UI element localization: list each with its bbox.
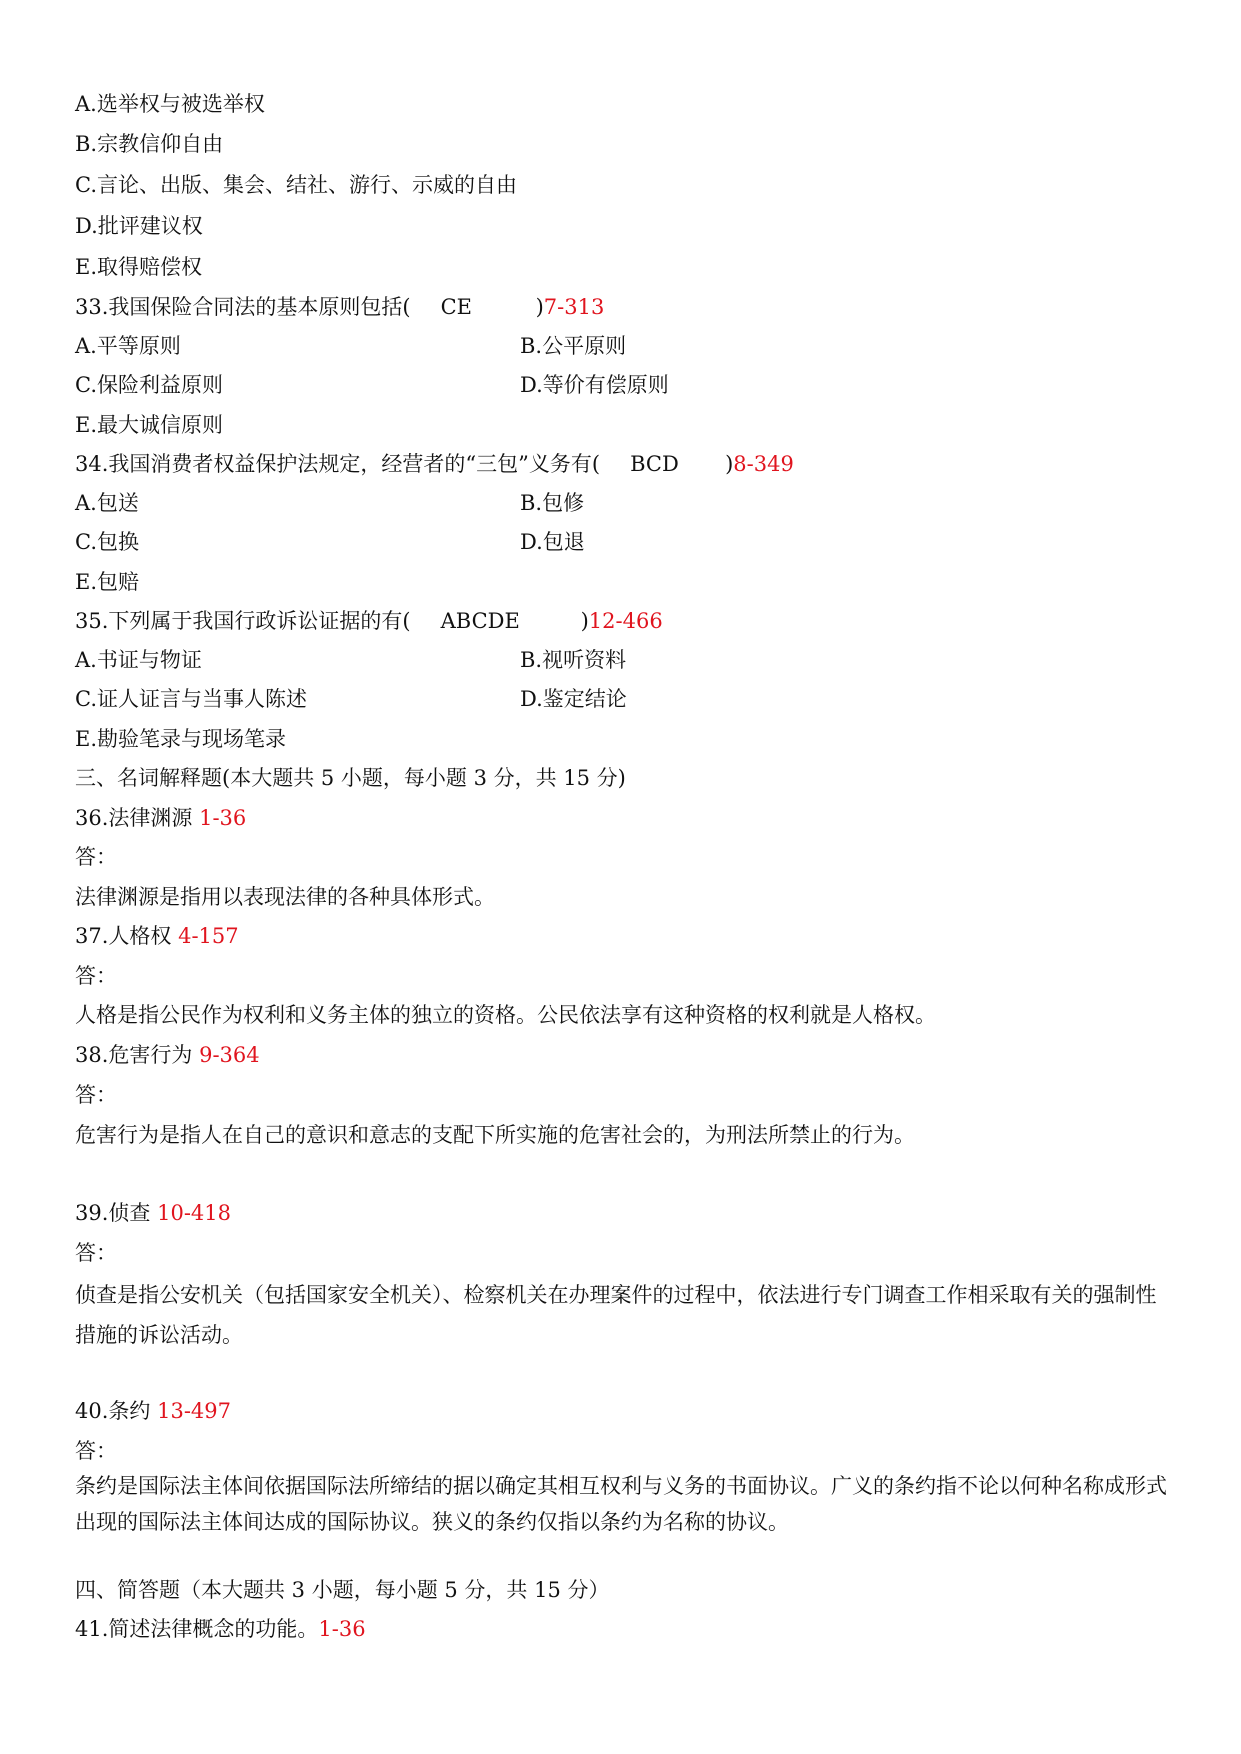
q37-answer: 人格是指公民作为权利和义务主体的独立的资格。公民依法享有这种资格的权利就是人格权。 bbox=[75, 1003, 936, 1027]
q36-answer: 法律渊源是指用以表现法律的各种具体形式。 bbox=[75, 885, 495, 909]
q41-heading bbox=[75, 1615, 366, 1643]
q41-stem: 41.简述法律概念的功能。 bbox=[75, 1617, 319, 1641]
section3-title: 三、名词解释题(本大题共 5 小题，每小题 3 分，共 15 分) bbox=[75, 766, 626, 790]
q38-heading bbox=[75, 1041, 260, 1069]
q33-close: ) bbox=[535, 295, 544, 319]
q40-answer-label: 答： bbox=[75, 1439, 117, 1463]
q39-answer: 侦查是指公安机关（包括国家安全机关）、检察机关在办理案件的过程中，依法进行专门调查工作相采取有关的强制性措施的诉讼活动。 bbox=[75, 1283, 1157, 1347]
q35-option-a: A.书证与物证 bbox=[75, 648, 202, 672]
q40-reference: 13-497 bbox=[157, 1399, 231, 1423]
q34-stem: 34.我国消费者权益保护法规定，经营者的“三包”义务有( bbox=[75, 452, 601, 476]
q41-reference: 1-36 bbox=[318, 1617, 366, 1641]
q35-stem: 35.下列属于我国行政诉讼证据的有( bbox=[75, 609, 411, 633]
q32-option-a: A.选举权与被选举权 bbox=[75, 92, 265, 116]
q37-heading bbox=[75, 922, 239, 950]
q34-option-b: B.包修 bbox=[520, 491, 585, 515]
q38-answer-label: 答： bbox=[75, 1083, 117, 1107]
q35-option-e: E.勘验笔录与现场笔录 bbox=[75, 727, 287, 751]
q39-heading bbox=[75, 1199, 231, 1227]
q39-reference: 10-418 bbox=[157, 1201, 231, 1225]
q34-option-d: D.包退 bbox=[520, 530, 585, 554]
q36-heading bbox=[75, 804, 246, 832]
q34-close: ) bbox=[725, 452, 734, 476]
q35-option-d: D.鉴定结论 bbox=[520, 687, 627, 711]
q36-reference: 1-36 bbox=[199, 806, 247, 830]
q34-answer: BCD bbox=[630, 452, 679, 476]
q33-option-c: C.保险利益原则 bbox=[75, 373, 223, 397]
q33-option-d: D.等价有偿原则 bbox=[520, 373, 669, 397]
q33-reference: 7-313 bbox=[543, 295, 605, 319]
q35-answer: ABCDE bbox=[440, 609, 520, 633]
q35-option-c: C.证人证言与当事人陈述 bbox=[75, 687, 307, 711]
q32-option-b: B.宗教信仰自由 bbox=[75, 132, 224, 156]
q34-reference: 8-349 bbox=[733, 452, 794, 476]
q34-option-c: C.包换 bbox=[75, 530, 139, 554]
q35-close: ) bbox=[580, 609, 589, 633]
q40-stem: 40.条约 bbox=[75, 1399, 151, 1423]
q38-answer: 危害行为是指人在自己的意识和意志的支配下所实施的危害社会的，为刑法所禁止的行为。 bbox=[75, 1123, 915, 1147]
q40-heading bbox=[75, 1397, 231, 1425]
q37-stem: 37.人格权 bbox=[75, 924, 172, 948]
q38-reference: 9-364 bbox=[199, 1043, 260, 1067]
q33-option-e: E.最大诚信原则 bbox=[75, 413, 224, 437]
q40-answer: 条约是国际法主体间依据国际法所缔结的据以确定其相互权利与义务的书面协议。广义的条约指不论以何种名称成形式出现的国际法主体间达成的国际协议。狭义的条约仅指以条约为名称的协议。 bbox=[75, 1474, 1167, 1534]
section4-title: 四、简答题（本大题共 3 小题，每小题 5 分，共 15 分） bbox=[75, 1578, 610, 1602]
q37-reference: 4-157 bbox=[178, 924, 239, 948]
q33-stem: 33.我国保险合同法的基本原则包括( bbox=[75, 295, 411, 319]
q34-option-a: A.包送 bbox=[75, 491, 139, 515]
q36-answer-label: 答： bbox=[75, 845, 117, 869]
q33-answer: CE bbox=[440, 295, 472, 319]
q35-reference: 12-466 bbox=[588, 609, 663, 633]
q32-option-c: C.言论、出版、集会、结社、游行、示威的自由 bbox=[75, 173, 517, 197]
q33-option-a: A.平等原则 bbox=[75, 334, 181, 358]
q38-stem: 38.危害行为 bbox=[75, 1043, 193, 1067]
q33-stem-line bbox=[75, 293, 604, 321]
q39-stem: 39.侦查 bbox=[75, 1201, 151, 1225]
q35-stem-line bbox=[75, 607, 663, 635]
q32-option-e: E.取得赔偿权 bbox=[75, 255, 203, 279]
q37-answer-label: 答： bbox=[75, 964, 117, 988]
q34-option-e: E.包赔 bbox=[75, 570, 140, 594]
q34-stem-line bbox=[75, 450, 794, 478]
q36-stem: 36.法律渊源 bbox=[75, 806, 193, 830]
q32-option-d: D.批评建议权 bbox=[75, 214, 203, 238]
q35-option-b: B.视听资料 bbox=[520, 648, 627, 672]
q39-answer-label: 答： bbox=[75, 1241, 117, 1265]
q33-option-b: B.公平原则 bbox=[520, 334, 627, 358]
